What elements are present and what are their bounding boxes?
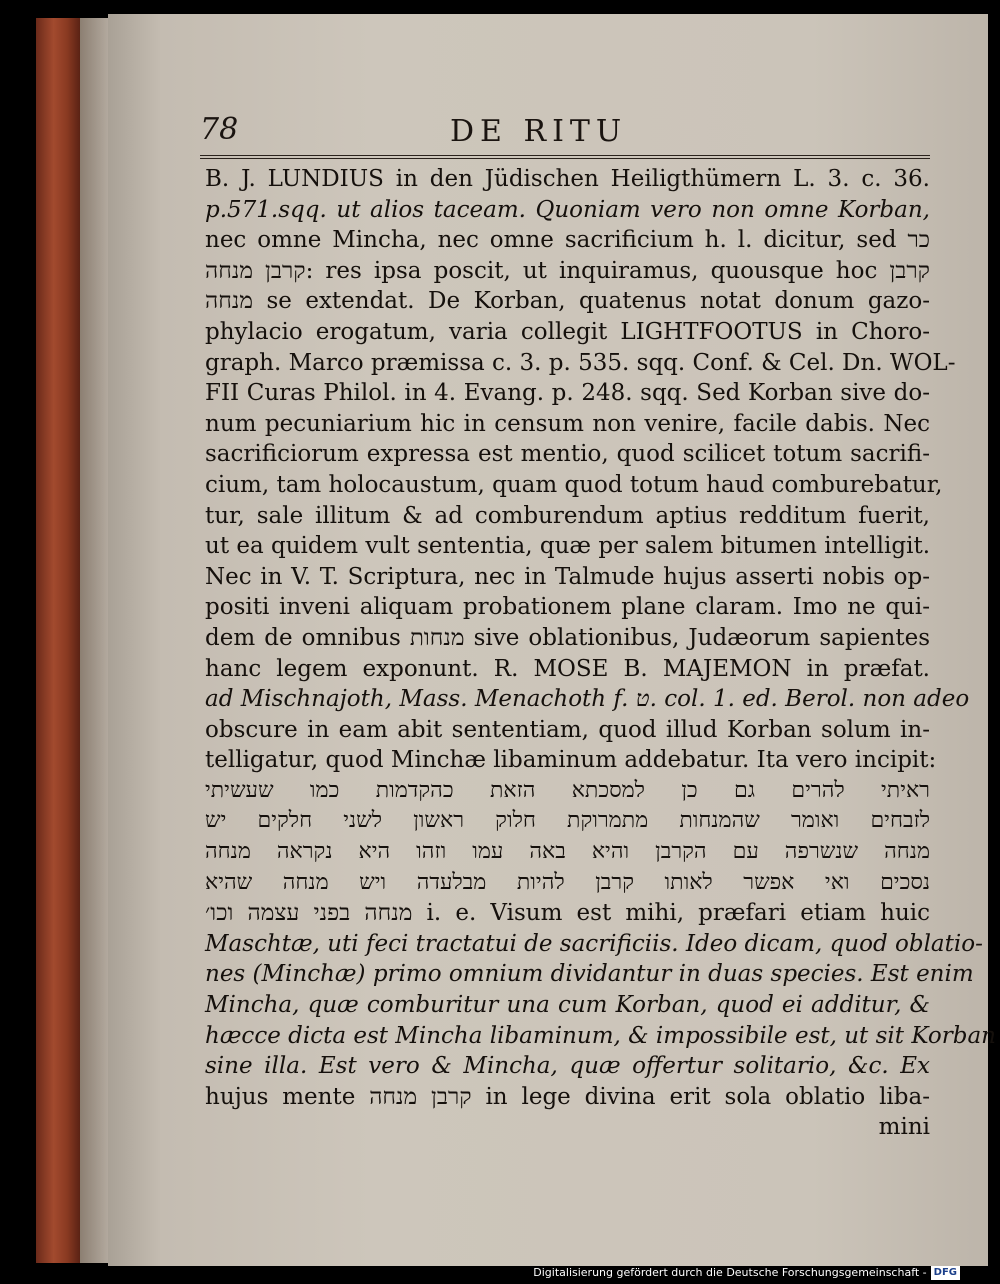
text-line: hujus mente קרבן מנחה in lege divina erit sola oblatio liba-: [205, 1083, 930, 1110]
text-line: positi inveni aliquam probationem plane claram. Imo ne qui-: [205, 594, 930, 621]
text-line: graph. Marco præmissa c. 3. p. 535. sqq. Conf. & Cel. Dn. WOL-: [205, 349, 956, 376]
catchword: mini: [878, 1114, 930, 1141]
hebrew-line: נסכים ואי אפשר לאותו קרבן להיות מבלעדה ויש מנחה שהיא: [205, 869, 930, 895]
body-text: [205, 164, 996, 1143]
running-head: [200, 112, 930, 152]
text-line: FII Curas Philol. in 4. Evang. p. 248. sqq. Sed Korban sive do-: [205, 380, 930, 407]
text-line: sine illa. Est vero & Mincha, quæ offertur solitario, &c. Ex: [205, 1053, 930, 1080]
text-line: ad Mischnajoth, Mass. Menachoth f. ט. col. 1. ed. Berol. non adeo: [205, 686, 970, 713]
text-line: p.571.sqq. ut alios taceam. Quoniam vero non omne Korban,: [205, 196, 930, 223]
text-line: nec omne Mincha, nec omne sacrificium h. l. dicitur, sed כר: [205, 227, 930, 254]
text-line: obscure in eam abit sententiam, quod illud Korban solum in-: [205, 716, 930, 743]
footer-credit: Digitalisierung gefördert durch die Deutsche Forschungsgemeinschaft -: [533, 1266, 927, 1279]
hebrew-line: מנחה שנשרפה עם הקרבן והיא באה עמו וזהו היא נקראה מנחה: [205, 839, 930, 865]
text-line: num pecuniarium hic in censum non venire, facile dabis. Nec: [205, 410, 930, 437]
text-line: Nec in V. T. Scriptura, nec in Talmude hujus asserti nobis op-: [205, 563, 930, 590]
text-line: Maschtæ, uti feci tractatui de sacrificiis. Ideo dicam, quod oblatio-: [205, 930, 983, 957]
page-number: 78: [200, 112, 239, 147]
text-line: telligatur, quod Minchæ libaminum addebatur. Ita vero incipit:: [205, 747, 937, 774]
text-line: ut ea quidem vult sententia, quæ per salem bitumen intelligit.: [205, 533, 931, 560]
text-line: מנחה se extendat. De Korban, quatenus notat donum gazo-: [205, 288, 930, 315]
text-line: hæcce dicta est Mincha libaminum, & impossibile est, ut sit Korban: [205, 1022, 996, 1049]
text-line: nes (Minchæ) primo omnium dividantur in duas species. Est enim: [205, 961, 974, 988]
text-line: hanc legem exponunt. R. MOSE B. MAJEMON in præfat.: [205, 655, 930, 682]
text-line: sacrificiorum expressa est mentio, quod scilicet totum sacrifi-: [205, 441, 930, 468]
text-line: cium, tam holocaustum, quam quod totum haud comburebatur,: [205, 471, 943, 498]
text-line: קרבן מנחה: res ipsa poscit, ut inquiramus, quousque hoc קרבן: [205, 257, 930, 284]
text-line: Mincha, quæ comburitur una cum Korban, quod ei additur, &: [205, 992, 930, 1019]
text-line: dem de omnibus מנחות sive oblationibus, Judæorum sapientes: [205, 624, 930, 651]
text-line: מנחה בפני עצמה וכו׳ i. e. Visum est mihi, præfari etiam huic: [205, 900, 931, 927]
page-stack-edge: [80, 18, 110, 1263]
text-line: phylacio erogatum, varia collegit LIGHTFOOTUS in Choro-: [205, 318, 930, 345]
header-rule: [200, 155, 930, 159]
hebrew-line: ראיתי להרים גם כן למסכתא הזאת כהקדמות כמו שעשיתי: [205, 777, 930, 803]
text-line: tur, sale illitum & ad comburendum aptius redditum fuerit,: [205, 502, 930, 529]
dfg-logo: DFG: [931, 1266, 960, 1280]
text-line: B. J. LUNDIUS in den Jüdischen Heiligthümern L. 3. c. 36.: [205, 166, 930, 192]
digitization-footer: [533, 1262, 960, 1284]
hebrew-line: לזבחים ואומר שהמנחות מתמרוקת חלוק ראשון לשני חלקים יש: [205, 808, 930, 834]
running-title: DE RITU: [450, 114, 628, 149]
book-edge: [36, 18, 80, 1263]
